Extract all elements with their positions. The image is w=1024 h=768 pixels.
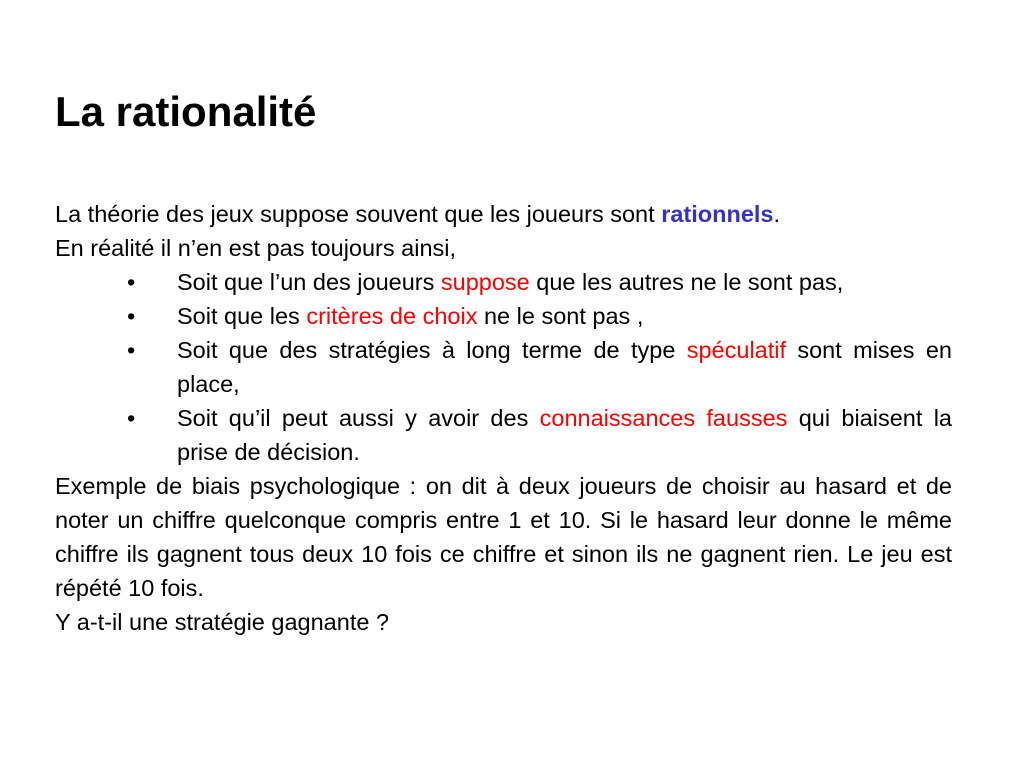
bullet-text: Soit que des stratégies à long terme de type bbox=[177, 337, 687, 363]
bullet-list bbox=[55, 265, 952, 469]
intro-highlight: rationnels bbox=[661, 201, 774, 227]
bullet-icon: • bbox=[127, 405, 136, 431]
intro-line2: En réalité il n’en est pas toujours ainsi, bbox=[55, 235, 457, 261]
list-item bbox=[55, 299, 952, 333]
list-item bbox=[55, 333, 952, 401]
list-item bbox=[55, 265, 952, 299]
bullet-text: Soit que les bbox=[177, 303, 307, 329]
bullet-text-end: qui biaisent la prise de décision. bbox=[177, 405, 952, 465]
list-item bbox=[55, 401, 952, 469]
bullet-icon: • bbox=[127, 269, 136, 295]
bullet-highlight: connaissances fausses bbox=[539, 405, 788, 431]
bullet-highlight: spéculatif bbox=[686, 337, 787, 363]
bullet-icon: • bbox=[127, 337, 136, 363]
bullet-text-end: sont mises en place, bbox=[177, 337, 952, 397]
intro-text: La théorie des jeux suppose souvent que les joueurs sont bbox=[55, 201, 662, 227]
bullet-text: Soit qu’il peut aussi y avoir des bbox=[177, 405, 540, 431]
example-paragraph: Exemple de biais psychologique : on dit à deux joueurs de choisir au hasard et de noter un chiffre quelconque compris entre 1 et 10. Si le hasard leur donne le même chiffre ils gagnent tous deux 10 fois ce chiffre et sinon ils ne gagnent rien. Le jeu est répété 10 fois. bbox=[55, 473, 952, 601]
bullet-text: Soit que l’un des joueurs bbox=[177, 269, 441, 295]
intro-end: . bbox=[773, 201, 781, 227]
slide-title: La rationalité bbox=[55, 88, 317, 135]
question-paragraph: Y a-t-il une stratégie gagnante ? bbox=[55, 609, 390, 635]
bullet-highlight: critères de choix bbox=[306, 303, 478, 329]
slide-body bbox=[55, 197, 952, 639]
intro-paragraph bbox=[55, 197, 952, 265]
bullet-text-end: ne le sont pas , bbox=[477, 303, 644, 329]
bullet-icon: • bbox=[127, 303, 136, 329]
bullet-text-end: que les autres ne le sont pas, bbox=[529, 269, 844, 295]
bullet-highlight: suppose bbox=[440, 269, 530, 295]
